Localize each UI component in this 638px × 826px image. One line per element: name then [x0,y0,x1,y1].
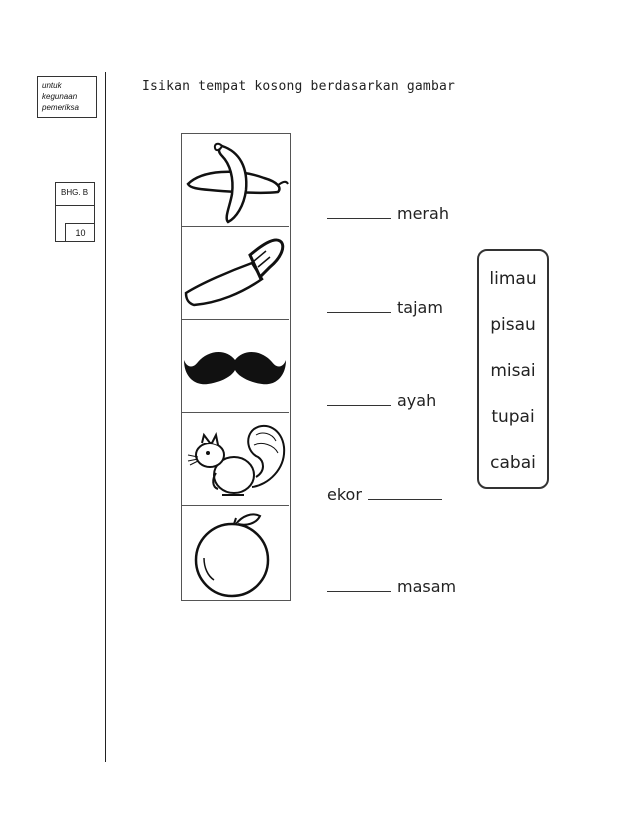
phrase-word: ekor [327,485,362,504]
phrase-word: merah [397,204,449,223]
instruction-text: Isikan tempat kosong berdasarkan gambar [142,79,456,94]
examiner-line: untuk [42,81,62,90]
picture-column [181,133,291,601]
word-bank-item: cabai [490,453,536,473]
word-bank-item: pisau [490,315,536,335]
phrase-4 [327,485,448,504]
chili-pepper-icon [182,134,289,227]
phrase-2 [327,298,443,317]
score-value: 10 [65,223,95,242]
answer-blank[interactable] [327,591,391,592]
knife-icon [182,227,289,320]
phrase-word: masam [397,577,457,596]
phrase-1 [327,204,449,223]
section-label: BHG. B [61,188,89,197]
score-box [55,182,95,242]
lime-fruit-icon [182,506,289,599]
score-divider [56,205,94,206]
examiner-line: kegunaan [42,92,78,101]
examiner-line: pemeriksa [42,103,79,112]
word-bank [477,249,549,489]
phrase-5 [327,577,456,596]
margin-divider [105,72,106,762]
word-bank-item: limau [489,269,537,289]
mustache-icon [182,320,289,413]
answer-blank[interactable] [368,499,442,500]
word-bank-item: misai [490,361,536,381]
examiner-box [37,76,97,118]
phrase-word: tajam [397,298,443,317]
squirrel-icon [182,413,289,506]
answer-blank[interactable] [327,218,391,219]
phrase-3 [327,391,436,410]
word-bank-item: tupai [491,407,535,427]
answer-blank[interactable] [327,405,391,406]
answer-blank[interactable] [327,312,391,313]
phrase-word: ayah [397,391,437,410]
